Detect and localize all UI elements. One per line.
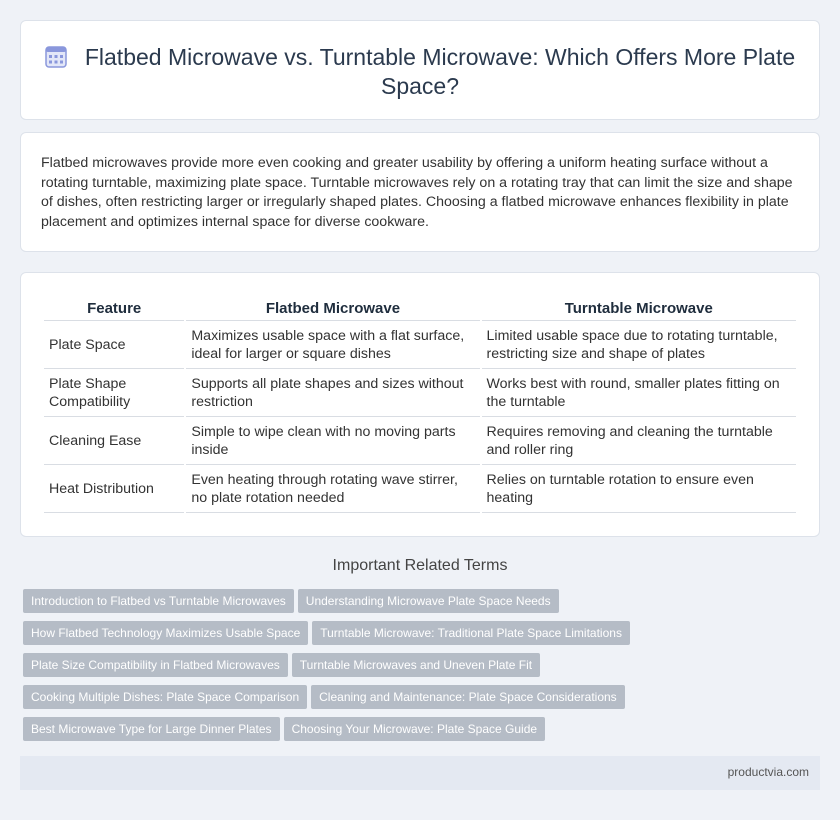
flatbed-cell: Even heating through rotating wave stirrer, no plate rotation needed	[186, 465, 479, 513]
flatbed-cell: Simple to wipe clean with no moving parts inside	[186, 417, 479, 465]
turntable-cell: Requires removing and cleaning the turntable and roller ring	[482, 417, 796, 465]
title-card	[20, 20, 820, 120]
related-term-tag[interactable]: Introduction to Flatbed vs Turntable Microwaves	[23, 589, 294, 613]
feature-cell: Heat Distribution	[44, 465, 184, 513]
related-terms-list	[23, 589, 823, 749]
related-term-tag[interactable]: Choosing Your Microwave: Plate Space Guide	[284, 717, 545, 741]
table-row	[44, 369, 796, 417]
feature-cell: Plate Shape Compatibility	[44, 369, 184, 417]
related-term-tag[interactable]: Cooking Multiple Dishes: Plate Space Comparison	[23, 685, 307, 709]
table-row	[44, 417, 796, 465]
flatbed-cell: Supports all plate shapes and sizes without restriction	[186, 369, 479, 417]
summary-paragraph: Flatbed microwaves provide more even cooking and greater usability by offering a uniform heating surface without a rotating turntable, maximizing plate space. Turntable microwaves rely on a rotating tray that can limit the size and shape of dishes, often restricting larger or irregularly shaped plates. Choosing a flatbed microwave enhances flexibility in plate placement and optimizes internal space for diverse cookware.	[41, 155, 793, 231]
related-terms-heading: Important Related Terms	[332, 557, 508, 574]
turntable-cell: Limited usable space due to rotating turntable, restricting size and shape of plates	[482, 321, 796, 369]
related-term-tag[interactable]: Understanding Microwave Plate Space Needs	[298, 589, 559, 613]
turntable-cell: Works best with round, smaller plates fitting on the turntable	[482, 369, 796, 417]
page-title-text: Flatbed Microwave vs. Turntable Microwave: Which Offers More Plate Space?	[84, 44, 796, 99]
table-row	[44, 465, 796, 513]
comparison-table	[42, 296, 798, 513]
table-row	[44, 321, 796, 369]
flatbed-cell: Maximizes usable space with a flat surface, ideal for larger or square dishes	[186, 321, 479, 369]
page-title	[21, 43, 819, 101]
related-term-tag[interactable]: How Flatbed Technology Maximizes Usable Space	[23, 621, 308, 645]
turntable-cell: Relies on turntable rotation to ensure even heating	[482, 465, 796, 513]
table-icon	[45, 46, 67, 68]
related-term-tag[interactable]: Turntable Microwaves and Uneven Plate Fit	[292, 653, 540, 677]
feature-cell: Cleaning Ease	[44, 417, 184, 465]
comparison-card	[20, 272, 820, 537]
header-turntable: Turntable Microwave	[482, 296, 796, 321]
summary-card	[20, 132, 820, 252]
related-term-tag[interactable]: Turntable Microwave: Traditional Plate Space Limitations	[312, 621, 630, 645]
related-term-tag[interactable]: Best Microwave Type for Large Dinner Plates	[23, 717, 280, 741]
table-header-row	[44, 296, 796, 321]
site-link[interactable]: productvia.com	[727, 765, 809, 779]
related-term-tag[interactable]: Cleaning and Maintenance: Plate Space Considerations	[311, 685, 625, 709]
feature-cell: Plate Space	[44, 321, 184, 369]
header-feature: Feature	[44, 296, 184, 321]
related-term-tag[interactable]: Plate Size Compatibility in Flatbed Microwaves	[23, 653, 288, 677]
footer	[20, 756, 820, 790]
header-flatbed: Flatbed Microwave	[186, 296, 479, 321]
